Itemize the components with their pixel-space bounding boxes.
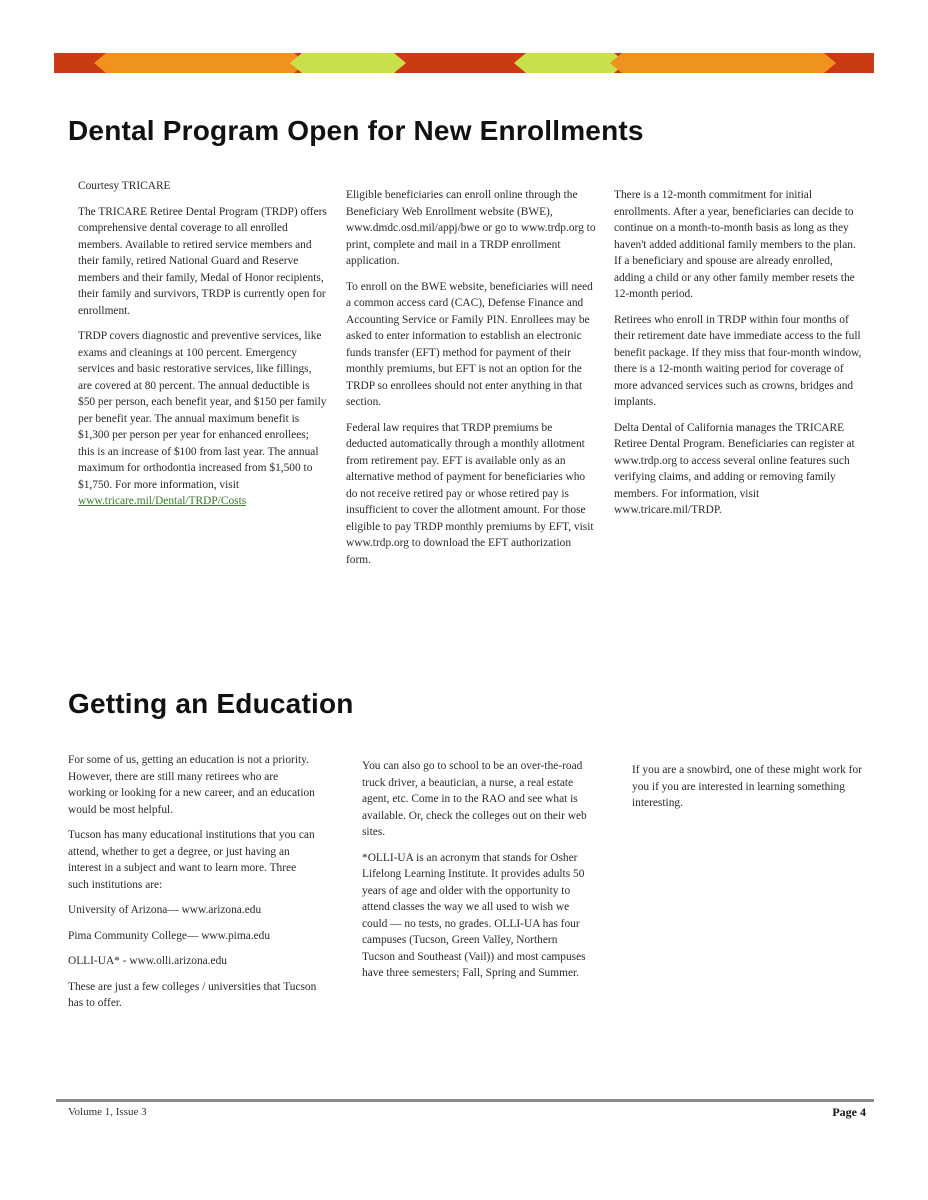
paragraph: Delta Dental of California manages the TRICARE Retiree Dental Program. Beneficiaries can register at www.trdp.org to access several online features such verifying claims, and adding or removing family members. For information, visit www.tricare.mil/TRDP. xyxy=(614,421,855,516)
section-title-dental: Dental Program Open for New Enrollments xyxy=(68,115,644,146)
dental-column-2 xyxy=(346,187,596,577)
paragraph-text: TRDP covers diagnostic and preventive services, like exams and cleanings at 100 percent. Emergency services and basic restorative services, like fillings, are covered at 80 percent. The annual deductible is $50 per person, each benefit year, and $150 per family per benefit year. The annual maximum benefit is $1,300 per person per year for enhanced enrollees; this is an increase of $100 from last year. The annual maximum for orthodontia increased from $1,500 to $1,750. For more information, visit xyxy=(78,330,327,491)
education-column-1 xyxy=(68,752,318,1021)
paragraph: *OLLI-UA is an acronym that stands for Osher Lifelong Learning Institute. It provides adults 50 years of age and older with the opportunity to attend classes the way we all used to wish we could — no tests, no grades. OLLI-UA has four campuses (Tucson, Green Valley, Northern Tucson and Southeast (Vail)) and most campuses have three semesters; Fall, Spring and Summer. xyxy=(362,851,586,979)
costs-link[interactable]: www.tricare.mil/Dental/TRDP/Costs xyxy=(78,495,247,507)
paragraph: To enroll on the BWE website, beneficiaries will need a common access card (CAC), Defense Finance and Accounting Service or Family PIN. Enrollees may be asked to enter information to establish an electronic funds transfer (EFT) method for payment of their monthly premiums, but EFT is not an option for the TRDP so enrollees should not enter anything in that section. xyxy=(346,280,593,408)
paragraph xyxy=(78,328,328,510)
banner-segment-lime-1 xyxy=(290,53,406,73)
decorative-banner xyxy=(54,53,874,73)
institution-item: OLLI-UA* - www.olli.arizona.edu xyxy=(68,955,227,967)
paragraph: These are just a few colleges / universities that Tucson has to offer. xyxy=(68,980,317,1009)
section-title-education: Getting an Education xyxy=(68,688,354,719)
education-column-2 xyxy=(362,758,592,991)
paragraph: Eligible beneficiaries can enroll online through the Beneficiary Web Enrollment website (BWE), www.dmdc.osd.mil/appj/bwe or go to www.trdp.org to print, complete and mail in a TRDP enrollment application. xyxy=(346,189,596,267)
institution-item: Pima Community College— www.pima.edu xyxy=(68,929,271,942)
banner-segment-orange-1 xyxy=(94,53,306,73)
footer-divider xyxy=(56,1099,874,1102)
institution-item: University of Arizona— www.arizona.edu xyxy=(68,904,262,916)
education-column-3 xyxy=(632,762,862,821)
paragraph: If you are a snowbird, one of these might work for you if you are interested in learning something interesting. xyxy=(632,764,862,809)
dental-column-1 xyxy=(78,178,328,519)
paragraph: The TRICARE Retiree Dental Program (TRDP) offers comprehensive dental coverage to all enrolled members. Available to retired service members and their family, retired National Guard and Reserve members and their family, Medal of Honor recipients, their family and survivors, TRDP is currently open for enrollment. xyxy=(78,205,327,317)
page-number: Page 4 xyxy=(832,1105,866,1119)
paragraph: Retirees who enroll in TRDP within four months of their retirement date have immediate access to the full benefit package. If they miss that four-month window, there is a 12-month waiting period for coverage of more advanced services such as crowns, bridges and implants. xyxy=(614,313,862,408)
footer-issue: Volume 1, Issue 3 xyxy=(68,1106,147,1118)
dental-column-3 xyxy=(614,187,864,528)
paragraph: Federal law requires that TRDP premiums be deducted automatically through a monthly allotment from retirement pay. EFT is available only as an alternative method of payment for beneficiaries who do not receive retired pay or whose retired pay is insufficient to cover the allotment amount. For those eligible to pay TRDP monthly premiums by EFT, visit www.trdp.org to download the EFT authorization form. xyxy=(346,421,594,566)
banner-graphic xyxy=(54,53,874,73)
banner-segment-lime-2 xyxy=(514,53,626,73)
byline: Courtesy TRICARE xyxy=(78,180,171,192)
paragraph: You can also go to school to be an over-the-road truck driver, a beautician, a nurse, a real estate agent, etc. Come in to the RAO and see what is available. Or, check the colleges out on their web sites. xyxy=(362,760,587,838)
banner-segment-orange-2 xyxy=(610,53,836,73)
paragraph: Tucson has many educational institutions that you can attend, whether to get a degree, or just having an interest in a subject and want to learn more. Three such institutions are: xyxy=(68,829,315,891)
paragraph: For some of us, getting an education is not a priority. However, there are still many retirees who are working or looking for a new career, and an education would be most helpful. xyxy=(68,754,315,816)
paragraph: There is a 12-month commitment for initial enrollments. After a year, beneficiaries can decide to continue on a month-to-month basis as long as they haven't added additional family members to the plan. If a beneficiary and spouse are already enrolled, adding a child or any other family member resets the 12-month period. xyxy=(614,189,856,300)
